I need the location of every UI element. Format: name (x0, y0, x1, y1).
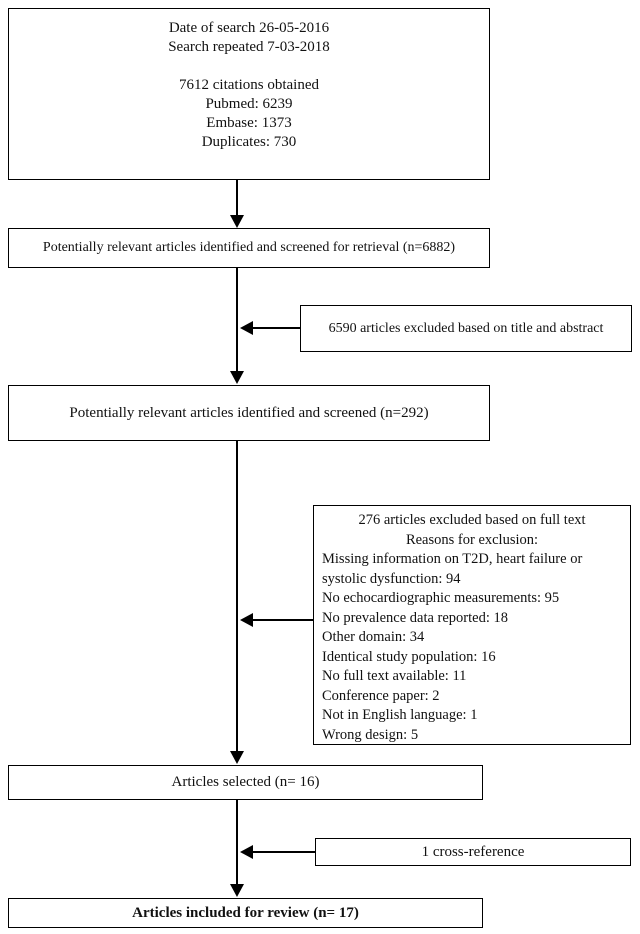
excluded-full-text-title: 276 articles excluded based on full text (358, 512, 586, 528)
arrow-retrieval-to-screened-head (230, 371, 244, 384)
arrow-crossref-line (253, 851, 315, 853)
search-date-text: Date of search 26-05-2016 (168, 20, 330, 36)
exclusion-reasons-subtitle: Reasons for exclusion: (405, 531, 539, 548)
arrow-excluded1-head (240, 321, 253, 335)
excluded-full-text-box (313, 505, 631, 745)
cross-reference-text: 1 cross-reference (421, 843, 525, 860)
screened-retrieval-text: Potentially relevant articles identified and screened for retrieval (n=6882) (42, 240, 456, 255)
cross-reference-box (315, 838, 631, 866)
arrow-selected-to-included-head (230, 884, 244, 897)
excluded-title-abstract-box (300, 305, 632, 352)
exclusion-reason-item: Identical study population: 16 (322, 648, 496, 665)
selected-box (8, 765, 483, 800)
arrow-excluded2-line (253, 619, 313, 621)
arrow-search-to-retrieval-head (230, 215, 244, 228)
arrow-excluded1-line (253, 327, 300, 329)
screened-retrieval-box (8, 228, 490, 268)
screened-box (8, 385, 490, 441)
included-text: Articles included for review (n= 17) (132, 904, 359, 921)
pubmed-count-text: Pubmed: 6239 (205, 96, 293, 112)
blank-line (9, 57, 489, 76)
arrow-screened-to-selected-line (236, 441, 238, 752)
exclusion-reason-item: No full text available: 11 (322, 668, 467, 684)
exclusion-reason-item: Conference paper: 2 (322, 687, 440, 704)
exclusion-reason-item: Other domain: 34 (322, 629, 425, 645)
exclusion-reason-item: Not in English language: 1 (322, 707, 478, 723)
exclusion-reason-item: No echocardiographic measurements: 95 (322, 590, 560, 606)
arrow-selected-to-included-line (236, 800, 238, 885)
arrow-crossref-head (240, 845, 253, 859)
embase-count-text: Embase: 1373 (206, 115, 292, 131)
arrow-retrieval-to-screened-line (236, 268, 238, 372)
exclusion-reason-item: Missing information on T2D, heart failure or systolic dysfunction: 94 (322, 551, 583, 587)
selected-text: Articles selected (n= 16) (171, 774, 320, 790)
search-summary-box (8, 8, 490, 180)
exclusion-reason-item: Wrong design: 5 (322, 726, 419, 743)
excluded-title-abstract-text: 6590 articles excluded based on title and abstract (328, 320, 604, 336)
arrow-search-to-retrieval-line (236, 180, 238, 216)
duplicates-count-text: Duplicates: 730 (201, 134, 297, 150)
screened-text: Potentially relevant articles identified and screened (n=292) (69, 404, 429, 421)
search-repeated-text: Search repeated 7-03-2018 (168, 39, 330, 55)
arrow-screened-to-selected-head (230, 751, 244, 764)
citations-obtained-text: 7612 citations obtained (179, 77, 319, 93)
arrow-excluded2-head (240, 613, 253, 627)
included-box (8, 898, 483, 928)
exclusion-reason-item: No prevalence data reported: 18 (322, 609, 508, 626)
